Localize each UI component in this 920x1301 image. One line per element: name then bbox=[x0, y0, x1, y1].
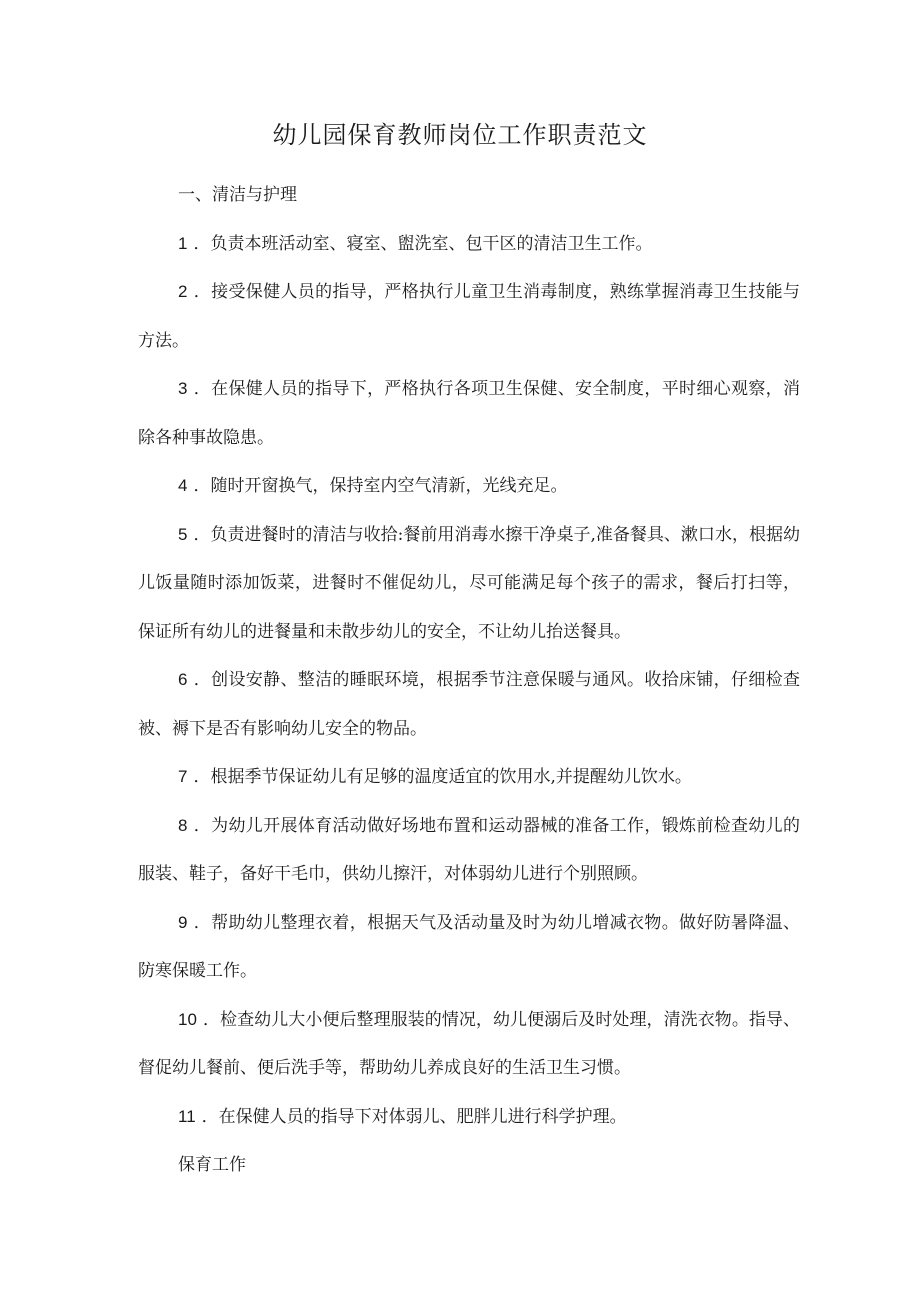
item-number: 7 bbox=[178, 767, 188, 786]
item-number: 3 bbox=[178, 379, 188, 398]
item-number: 4 bbox=[178, 476, 188, 495]
list-item bbox=[138, 996, 800, 1093]
list-item bbox=[138, 462, 800, 511]
item-number: 2 bbox=[178, 282, 188, 301]
section-heading-care-work: 保育工作 bbox=[178, 1155, 246, 1175]
list-item bbox=[138, 899, 800, 996]
list-item bbox=[138, 220, 800, 269]
item-number: 9 bbox=[178, 912, 188, 932]
document-body bbox=[138, 171, 800, 1190]
list-item bbox=[138, 1093, 800, 1142]
item-text: ．根据季节保证幼儿有足够的温度适宜的饮用水,并提醒幼儿饮水。 bbox=[193, 767, 692, 787]
item-text: ．负责进餐时的清洁与收拾:餐前用消毒水擦干净桌子,准备餐具、漱口水，根据幼儿饭量随时添加饭菜，进餐时不催促幼儿，尽可能满足每个孩子的需求，餐后打扫等，保证所有幼儿的进餐量和未散步幼儿的安全，不让幼儿抬送餐具。 bbox=[138, 524, 800, 642]
item-text: ．接受保健人员的指导，严格执行儿童卫生消毒制度，熟练掌握消毒卫生技能与方法。 bbox=[138, 282, 800, 351]
item-number: 1 bbox=[178, 233, 188, 253]
item-text: ．帮助幼儿整理衣着，根据天气及活动量及时为幼儿增减衣物。做好防暑降温、防寒保暖工作。 bbox=[138, 912, 800, 981]
item-number: 8 bbox=[178, 815, 188, 835]
list-item bbox=[138, 365, 800, 462]
item-text: ．随时开窗换气，保持室内空气清新，光线充足。 bbox=[193, 476, 568, 496]
document-title: 幼儿园保育教师岗位工作职责范文 bbox=[272, 121, 648, 149]
item-text: ．在保健人员的指导下对体弱儿、肥胖儿进行科学护理。 bbox=[201, 1106, 627, 1127]
list-item bbox=[138, 268, 800, 365]
item-number: 10 bbox=[178, 1009, 197, 1029]
item-text: ．负责本班活动室、寝室、盥洗室、包干区的清洁卫生工作。 bbox=[193, 233, 653, 254]
item-text: ．创设安静、整洁的睡眠环境，根据季节注意保暖与通风。收拾床铺，仔细检查被、褥下是否有影响幼儿安全的物品。 bbox=[138, 670, 800, 739]
list-item bbox=[138, 753, 800, 802]
section-heading-cleaning: 一、清洁与护理 bbox=[178, 185, 297, 205]
item-text: ．为幼儿开展体育活动做好场地布置和运动器械的准备工作，锻炼前检查幼儿的服装、鞋子，备好干毛巾，供幼儿擦汗，对体弱幼儿进行个别照顾。 bbox=[138, 815, 800, 884]
item-text: ．在保健人员的指导下，严格执行各项卫生保健、安全制度，平时细心观察，消除各种事故隐患。 bbox=[138, 379, 800, 448]
list-item bbox=[138, 511, 800, 657]
item-number: 5 bbox=[178, 524, 188, 544]
list-item bbox=[138, 656, 800, 753]
item-number: 11 bbox=[178, 1106, 196, 1126]
item-text: ．检查幼儿大小便后整理服装的情况，幼儿便溺后及时处理，清洗衣物。指导、督促幼儿餐前、便后洗手等，帮助幼儿养成良好的生活卫生习惯。 bbox=[138, 1009, 800, 1078]
list-item bbox=[138, 802, 800, 899]
item-number: 6 bbox=[178, 670, 188, 689]
